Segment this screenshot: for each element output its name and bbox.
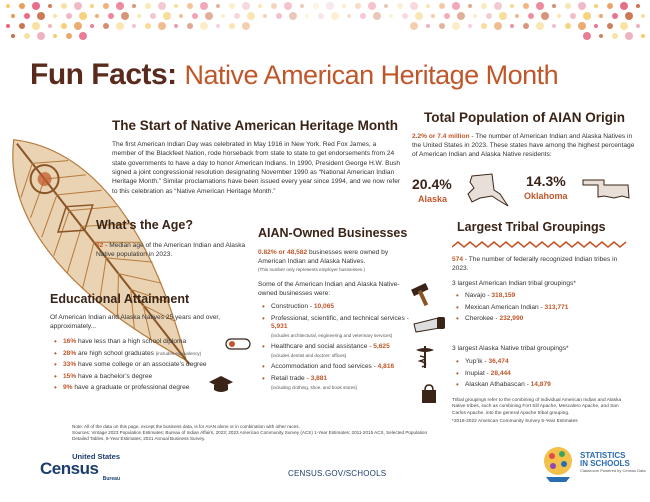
decorative-dot	[594, 4, 598, 8]
decorative-dot	[410, 22, 418, 30]
education-intro: Of American Indian and Alaska Natives 25 years and over, approximately...	[50, 314, 221, 331]
edu-value: 15%	[63, 372, 77, 380]
decorative-dot	[66, 33, 72, 39]
decorative-dot	[541, 12, 549, 20]
biz-text: Healthcare and social assistance -	[271, 343, 374, 351]
decorative-dot	[557, 14, 561, 18]
indian-groupings-heading: 3 largest American Indian tribal groupings*	[452, 280, 576, 287]
decorative-dot	[426, 4, 430, 8]
list-item	[262, 375, 412, 392]
decorative-dot	[612, 13, 618, 19]
decorative-dot	[79, 12, 87, 20]
list-item	[262, 363, 412, 372]
decorative-dot	[90, 4, 94, 8]
decorative-dot	[24, 13, 30, 19]
decorative-dot	[216, 4, 220, 8]
decorative-dot	[373, 12, 381, 20]
decorative-dot	[444, 13, 450, 19]
decorative-dot	[74, 22, 82, 30]
list-item	[456, 304, 632, 313]
decorative-dot	[402, 13, 408, 19]
decorative-dot	[368, 2, 376, 10]
medical-caduceus-icon	[412, 344, 438, 370]
edu-text: have some college or an associate’s degree	[76, 361, 207, 369]
decorative-dot	[121, 12, 129, 20]
biz-text: Accommodation and food services -	[271, 363, 378, 371]
decorative-dot	[6, 4, 10, 8]
heading-education: Educational Attainment	[50, 292, 190, 306]
decorative-dot	[11, 14, 15, 18]
decorative-dot	[599, 14, 603, 18]
globe-icon	[540, 444, 576, 484]
decorative-dot	[565, 3, 571, 9]
decorative-dot	[331, 12, 339, 20]
decorative-dot	[355, 3, 361, 9]
decorative-dot	[32, 2, 40, 10]
decorative-dot	[150, 13, 156, 19]
decorative-dot	[431, 14, 435, 18]
decorative-dot	[641, 14, 645, 18]
census-schools-link[interactable]: CENSUS.GOV/SCHOOLS	[288, 469, 387, 478]
decorative-dot	[53, 34, 57, 38]
decorative-dot	[578, 22, 586, 30]
decorative-dot	[415, 12, 423, 20]
decorative-dot	[276, 13, 282, 19]
decorative-dot	[174, 24, 178, 28]
decorative-dot	[19, 3, 25, 9]
biz-value: 4,816	[377, 363, 395, 371]
tribe-value: 14,879	[530, 381, 551, 389]
decorative-dot	[439, 3, 445, 9]
decorative-dot	[510, 24, 514, 28]
education-list	[54, 338, 234, 396]
decorative-dot	[216, 24, 220, 28]
footnote-line2: Sources: Vintage 2023 Population Estimates; Bureau of Indian Affairs, 2023; 2023 American Community Survey (ACS) 1-Year Estimates; 2011-2015 ACS, Selected Population Detailed Tables, 5-Year Estimates; 2021 Annual Business Survey.	[72, 430, 428, 442]
decorative-dot	[625, 32, 633, 40]
decorative-dot	[473, 14, 477, 18]
tribe-name: Navajo -	[465, 292, 492, 299]
decorative-dot	[48, 4, 52, 8]
decorative-dot	[347, 14, 351, 18]
oklahoma-map-icon	[582, 178, 630, 200]
biz-text: Retail trade -	[271, 374, 311, 382]
census-logo-main: Census	[40, 459, 99, 478]
list-item	[456, 381, 632, 390]
decorative-dot	[342, 4, 346, 8]
decorative-dot	[234, 13, 240, 19]
graduation-cap-icon	[208, 374, 234, 394]
census-logo-top: United States	[72, 452, 120, 461]
business-body-text: businesses were owned by American Indian and Alaska Natives.	[258, 249, 389, 265]
statistics-in-schools-logo[interactable]	[580, 452, 646, 473]
list-item	[456, 370, 632, 379]
decorative-dot	[468, 24, 472, 28]
decorative-dot	[523, 23, 529, 29]
decorative-dot	[523, 3, 529, 9]
decorative-dot	[326, 2, 334, 10]
tribe-name: Alaskan Athabascan -	[465, 381, 531, 389]
decorative-dot	[174, 4, 178, 8]
decorative-dot	[389, 14, 393, 18]
decorative-dot	[145, 23, 151, 29]
edu-text: have a bachelor’s degree	[76, 372, 153, 380]
edu-value: 28%	[63, 349, 77, 357]
decorative-dot	[132, 4, 136, 8]
hammer-icon	[408, 282, 440, 308]
edu-note: (includes equivalency)	[155, 350, 202, 356]
decorative-dot	[132, 24, 136, 28]
decorative-dot	[90, 24, 94, 28]
census-logo-bottom: Bureau	[102, 476, 120, 483]
tribe-value: 28,444	[490, 369, 511, 377]
decorative-dot	[494, 22, 502, 30]
decorative-dot	[258, 4, 262, 8]
title-heritage-month: Native American Heritage Month	[184, 60, 559, 90]
decorative-dot	[116, 2, 124, 10]
edu-text: have less than a high school diploma	[76, 338, 187, 345]
tribe-name: Yup’ik -	[465, 358, 489, 365]
tribal-body	[452, 256, 632, 274]
decorative-dot	[625, 12, 633, 20]
decorative-dot	[66, 13, 72, 19]
decorative-dot	[247, 12, 255, 20]
decorative-dot	[263, 14, 267, 18]
decorative-dot	[163, 12, 171, 20]
tribe-value: 232,990	[499, 315, 524, 323]
decorative-dot	[510, 4, 514, 8]
decorative-dot	[641, 34, 645, 38]
decorative-dot	[37, 32, 45, 40]
decorative-dot	[583, 12, 591, 20]
edu-value: 16%	[63, 338, 77, 345]
biz-value: 5,625	[373, 343, 390, 351]
census-bureau-logo[interactable]	[40, 452, 120, 482]
edu-text: have a graduate or professional degree	[72, 384, 190, 392]
total-body	[412, 132, 637, 160]
decorative-dot	[61, 3, 67, 9]
decorative-dot	[284, 2, 292, 10]
biz-value: 10,065	[313, 303, 335, 310]
title-fun-facts: Fun Facts:	[30, 58, 177, 91]
decorative-dot	[221, 14, 225, 18]
age-body-text: - Median age of the American Indian and Alaska Native population in 2023.	[96, 242, 246, 259]
decorative-dot	[242, 22, 250, 30]
list-item	[54, 361, 234, 370]
decorative-dot	[426, 24, 430, 28]
decorative-dot	[607, 3, 613, 9]
decorative-dot	[620, 2, 628, 10]
decorative-dot	[116, 22, 124, 30]
decorative-dot	[607, 23, 613, 29]
heading-age: What’s the Age?	[96, 218, 193, 232]
decorative-dot	[11, 34, 15, 38]
decorative-dot	[486, 13, 492, 19]
decorative-dot	[468, 4, 472, 8]
tribal-source-note: *2018-2022 American Community Survey 5-Year Estimates	[452, 419, 578, 424]
decorative-dot	[205, 12, 213, 20]
list-item	[456, 358, 632, 367]
list-item	[456, 315, 632, 324]
edu-value: 33%	[63, 361, 77, 369]
list-item	[262, 315, 412, 341]
decorative-dot	[594, 24, 598, 28]
list-item	[262, 343, 412, 360]
decorative-dot	[481, 23, 487, 29]
decorative-dot	[61, 23, 67, 29]
decorative-dot	[313, 3, 319, 9]
tribal-value: 574	[452, 256, 464, 263]
business-note: (This number only represents employer businesses.)	[258, 266, 365, 272]
tribe-name: Inupiat -	[465, 369, 491, 377]
decorative-dot	[53, 14, 57, 18]
heading-tribal: Largest Tribal Groupings	[457, 220, 606, 234]
decorative-dot	[200, 22, 208, 30]
biz-note: (including clothing, shoe, and book stores)	[271, 384, 358, 390]
business-intro: Some of the American Indian and Alaska Native-owned businesses were:	[258, 281, 400, 297]
decorative-dot	[552, 4, 556, 8]
sis-tagline: Classroom Powered by Census Data	[580, 467, 646, 473]
decorative-dot	[192, 13, 198, 19]
list-item	[54, 338, 234, 347]
heading-total-population: Total Population of AIAN Origin	[424, 110, 625, 125]
decorative-dot	[536, 22, 544, 30]
decorative-dot	[137, 14, 141, 18]
sis-line2: IN SCHOOLS	[580, 459, 630, 469]
decorative-dot	[19, 23, 25, 29]
decorative-dot	[229, 23, 235, 29]
decorative-dot	[95, 14, 99, 18]
decorative-dot	[79, 32, 87, 40]
decorative-dot	[305, 14, 309, 18]
decorative-dot	[360, 13, 366, 19]
shopping-bag-icon	[420, 384, 438, 404]
decorative-dot	[578, 2, 586, 10]
decorative-dot	[108, 13, 114, 19]
page-title	[30, 58, 558, 92]
saw-icon	[412, 314, 446, 334]
decorative-dot	[384, 4, 388, 8]
decorative-dot	[636, 4, 640, 8]
zigzag-divider	[452, 241, 628, 249]
total-highlight: 2.2% or 7.4 million	[412, 133, 470, 140]
decorative-dot	[158, 2, 166, 10]
heading-business: AIAN-Owned Businesses	[258, 226, 408, 240]
business-body	[258, 249, 408, 273]
biz-value: 5,931	[271, 323, 288, 331]
biz-note: (includes architectural, engineering and veterinary services)	[271, 332, 393, 338]
tribal-note: Tribal groupings refer to the combining of individual American Indian and Alaska Native tribes, such as combining Fort Sill Apache, Mescalero Apache, and San Carlos Apache, into the general Apache tribal grouping.	[452, 398, 622, 416]
biz-text: Professional, scientific, and technical services -	[271, 314, 409, 322]
alaska-groupings-heading: 3 largest Alaska Native tribal groupings*	[452, 345, 569, 352]
sources-footnote	[72, 424, 432, 443]
heading-start-of-month: The Start of Native American Heritage Month	[112, 118, 399, 133]
biz-text: Construction -	[271, 303, 314, 310]
decorative-dot	[32, 22, 40, 30]
business-list	[262, 303, 412, 395]
decorative-dot	[565, 23, 571, 29]
decorative-dot	[289, 12, 297, 20]
decorative-dot	[620, 22, 628, 30]
decorative-dot	[229, 3, 235, 9]
decorative-dot	[74, 2, 82, 10]
decorative-dot	[515, 14, 519, 18]
list-item	[54, 384, 234, 393]
decorative-dot	[37, 12, 45, 20]
decorative-dot	[481, 3, 487, 9]
indian-groupings-list	[456, 292, 632, 327]
sis-line1: STATISTICS	[580, 451, 626, 460]
decorative-dot	[552, 24, 556, 28]
list-item	[262, 303, 412, 312]
decorative-dot	[187, 23, 193, 29]
tribe-name: Cherokee -	[465, 315, 500, 323]
decorative-dot	[318, 13, 324, 19]
decorative-dot	[271, 3, 277, 9]
decorative-dot	[24, 33, 30, 39]
biz-value: 3,881	[310, 374, 328, 382]
decorative-dot	[158, 22, 166, 30]
oklahoma-label: Oklahoma	[524, 191, 568, 201]
decorative-dot	[528, 13, 534, 19]
decorative-dot	[242, 2, 250, 10]
decorative-dot	[48, 24, 52, 28]
list-item	[54, 373, 234, 382]
tribe-value: 318,159	[491, 292, 516, 299]
decorative-dot	[103, 23, 109, 29]
decorative-dot	[179, 14, 183, 18]
decorative-dot	[145, 3, 151, 9]
decorative-dot	[499, 12, 507, 20]
oklahoma-percent: 14.3%	[526, 173, 566, 189]
decorative-dot	[452, 22, 460, 30]
decorative-dot	[410, 2, 418, 10]
decorative-dot	[452, 2, 460, 10]
diploma-icon	[224, 333, 254, 355]
decorative-dot	[103, 3, 109, 9]
decorative-dot	[457, 12, 465, 20]
decorative-dot	[636, 24, 640, 28]
alaska-percent: 20.4%	[412, 176, 452, 192]
decorative-dot	[612, 33, 618, 39]
decorative-dot	[439, 23, 445, 29]
tribe-value: 36,474	[488, 358, 509, 365]
list-item	[54, 350, 234, 359]
decorative-dot	[536, 2, 544, 10]
start-body: The first American Indian Day was celebrated in May 1916 in New York. Red Fox James, a member of the Blackfeet Nation, rode horseback from state to state to get endorsements from 24 state governments to have a day to honor American Indians. In 1990, President George H.W. Bush signed a joint congressional resolution designating November 1990 as “National American Indian Heritage Month.” Similar proclamations have been issued every year since 1994, and we now refer to this celebration as “Native American Heritage Month.”	[112, 141, 401, 195]
decorative-dot	[187, 3, 193, 9]
age-value: 32	[96, 242, 104, 249]
decorative-dot	[583, 32, 591, 40]
decorative-dot	[599, 34, 603, 38]
tribe-name: Mexican American Indian -	[465, 303, 545, 311]
decorative-dot	[494, 2, 502, 10]
alaska-groupings-list	[456, 358, 632, 393]
tribe-value: 313,771	[544, 303, 569, 311]
footnote-line1: Note: All of the data on this page, except the business data, is for AIAN alone or in combination with other races.	[72, 424, 300, 429]
total-body-text: - The number of American Indian and Alaska Natives in the United States in 2023. These states have among the highest percentage of American Indian and Alaska Native residents:	[412, 133, 635, 159]
biz-note: (includes dentist and doctors’ offices)	[271, 352, 347, 358]
decorative-dot	[300, 4, 304, 8]
decorative-dot	[570, 13, 576, 19]
decorative-dot	[397, 3, 403, 9]
edu-value: 9%	[63, 384, 73, 392]
list-item	[456, 292, 632, 301]
alaska-label: Alaska	[418, 194, 448, 204]
decorative-dot	[200, 2, 208, 10]
tribal-body-text: - The number of federally recognized Indian tribes in 2023.	[452, 256, 618, 272]
business-highlight: 0.82% or 48,582	[258, 249, 308, 256]
decorative-dot	[6, 24, 10, 28]
age-body	[96, 241, 258, 259]
edu-text: are high school graduates	[76, 349, 156, 357]
alaska-map-icon	[466, 172, 510, 208]
